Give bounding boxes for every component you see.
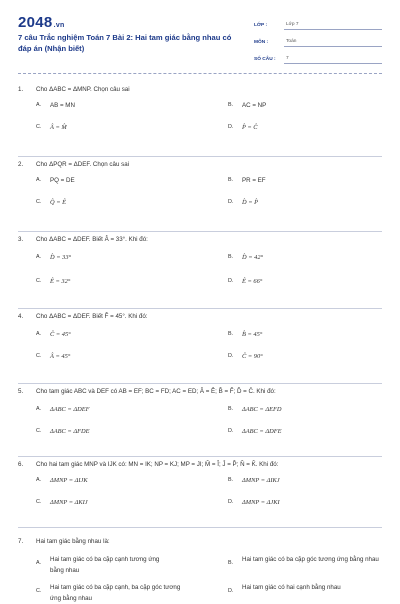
answer-option[interactable] bbox=[36, 582, 208, 604]
header-divider bbox=[18, 73, 382, 74]
option-letter: C. bbox=[36, 588, 42, 594]
answer-options bbox=[18, 554, 382, 604]
info-value: 7 bbox=[284, 56, 382, 64]
worksheet-header bbox=[0, 0, 400, 68]
option-text: P̂ = Ĉ bbox=[242, 123, 258, 131]
option-text: D̂ = P̂ bbox=[242, 198, 259, 206]
info-row-class bbox=[254, 16, 382, 30]
question-header bbox=[18, 309, 382, 323]
answer-option[interactable] bbox=[36, 274, 208, 288]
option-text: ΔMNP = ΔIJK bbox=[50, 476, 88, 484]
answer-options bbox=[18, 327, 382, 363]
answer-options bbox=[18, 98, 382, 134]
question-header bbox=[18, 384, 382, 398]
answer-option[interactable] bbox=[36, 424, 208, 438]
question-header bbox=[18, 457, 382, 471]
answer-options bbox=[18, 173, 382, 209]
option-letter: A. bbox=[36, 406, 42, 412]
question-number: 3. bbox=[18, 235, 24, 243]
answer-option[interactable] bbox=[36, 495, 208, 509]
answer-option[interactable] bbox=[228, 582, 400, 604]
answer-option[interactable] bbox=[36, 349, 208, 363]
answer-option[interactable] bbox=[228, 424, 400, 438]
answer-option[interactable] bbox=[228, 120, 400, 134]
answer-option[interactable] bbox=[36, 250, 208, 264]
option-text: ΔABC = ΔDEF bbox=[50, 405, 90, 413]
question-header bbox=[18, 534, 382, 548]
option-letter: A. bbox=[36, 331, 42, 337]
option-text: AB = MN bbox=[50, 101, 75, 109]
info-row-subject bbox=[254, 33, 382, 47]
worksheet-title: 7 câu Trắc nghiệm Toán 7 Bài 2: Hai tam giác bằng nhau có đáp án (Nhận biết) bbox=[18, 33, 232, 53]
answer-option[interactable] bbox=[228, 250, 400, 264]
option-text: Hai tam giác có ba cặp cạnh, ba cặp góc tương ứng bằng nhau bbox=[50, 584, 181, 602]
option-letter: C. bbox=[36, 199, 42, 205]
option-letter: C. bbox=[36, 353, 42, 359]
option-text: PQ = DE bbox=[50, 176, 75, 184]
option-letter: B. bbox=[228, 177, 234, 183]
option-letter: D. bbox=[228, 278, 234, 284]
answer-option[interactable] bbox=[228, 473, 400, 487]
question-number: 6. bbox=[18, 460, 24, 468]
option-text: Ê = 32° bbox=[50, 277, 71, 285]
answer-options bbox=[18, 402, 382, 438]
option-letter: C. bbox=[36, 499, 42, 505]
option-letter: B. bbox=[228, 406, 234, 412]
question-number: 1. bbox=[18, 85, 24, 93]
logo-text: 2048 bbox=[18, 14, 53, 31]
option-letter: C. bbox=[36, 124, 42, 130]
answer-options bbox=[18, 473, 382, 509]
question-item bbox=[18, 457, 382, 528]
question-number: 4. bbox=[18, 312, 24, 320]
info-row-count bbox=[254, 50, 382, 64]
question-item bbox=[18, 384, 382, 457]
answer-option[interactable] bbox=[228, 349, 400, 363]
question-number: 5. bbox=[18, 387, 24, 395]
option-letter: C. bbox=[36, 278, 42, 284]
option-letter: D. bbox=[228, 428, 234, 434]
option-text: D̂ = 42° bbox=[242, 253, 264, 261]
option-letter: A. bbox=[36, 177, 42, 183]
question-item bbox=[18, 232, 382, 309]
option-letter: B. bbox=[228, 254, 234, 260]
option-text: ΔABC = ΔFDE bbox=[50, 427, 90, 435]
option-text: Â = 45° bbox=[50, 352, 71, 360]
option-text: PR = EF bbox=[242, 176, 266, 184]
answer-option[interactable] bbox=[228, 327, 400, 341]
question-item bbox=[18, 80, 382, 157]
answer-option[interactable] bbox=[228, 554, 400, 576]
info-value: Lớp 7 bbox=[284, 22, 382, 30]
question-text: Cho ΔABC = ΔMNP. Chọn câu sai bbox=[36, 85, 130, 93]
answer-option[interactable] bbox=[228, 274, 400, 288]
option-letter: D. bbox=[228, 124, 234, 130]
option-letter: A. bbox=[36, 102, 42, 108]
answer-options bbox=[18, 250, 382, 288]
option-text: Â = M̂ bbox=[50, 123, 67, 131]
answer-option[interactable] bbox=[36, 120, 208, 134]
option-text: Ê = 66° bbox=[242, 277, 263, 285]
info-label: SỐ CÂU : bbox=[254, 57, 276, 62]
option-letter: B. bbox=[228, 477, 234, 483]
option-letter: D. bbox=[228, 199, 234, 205]
question-number: 7. bbox=[18, 537, 24, 545]
worksheet-info bbox=[254, 16, 382, 67]
question-text: Hai tam giác bằng nhau là: bbox=[36, 537, 110, 545]
option-letter: B. bbox=[228, 331, 234, 337]
option-text: Q̂ = Ê bbox=[50, 198, 67, 206]
question-item bbox=[18, 157, 382, 232]
question-number: 2. bbox=[18, 160, 24, 168]
option-text: D̂ = 33° bbox=[50, 253, 72, 261]
option-text: Hai tam giác có ba cặp góc tương ứng bằng nhau bbox=[242, 556, 379, 563]
question-item bbox=[18, 309, 382, 384]
option-text: Hai tam giác có ba cặp cạnh tương ứng bằng nhau bbox=[50, 556, 160, 574]
option-text: B̂ = 45° bbox=[242, 330, 263, 338]
answer-option[interactable] bbox=[36, 173, 208, 187]
question-text: Cho tam giác ABC và DEF có AB = EF; BC = FD; AC = ED; Â = Ê; B̂ = F̂; D̂ = Ĉ. Khi đó: bbox=[36, 387, 276, 395]
info-label: LỚP : bbox=[254, 23, 268, 28]
answer-option[interactable] bbox=[36, 195, 208, 209]
info-label: MÔN : bbox=[254, 40, 269, 45]
answer-option[interactable] bbox=[228, 195, 400, 209]
option-letter: D. bbox=[228, 588, 234, 594]
option-text: ΔMNP = ΔKIJ bbox=[50, 498, 88, 506]
option-letter: D. bbox=[228, 499, 234, 505]
answer-option[interactable] bbox=[228, 173, 400, 187]
option-letter: A. bbox=[36, 560, 42, 566]
option-text: ΔMNP = ΔJKI bbox=[242, 498, 280, 506]
question-text: Cho ΔPQR = ΔDEF. Chọn câu sai bbox=[36, 160, 130, 168]
option-letter: D. bbox=[228, 353, 234, 359]
option-letter: A. bbox=[36, 254, 42, 260]
question-item bbox=[18, 528, 382, 604]
question-text: Cho ΔABC = ΔDEF. Biết Â = 33°. Khi đó: bbox=[36, 235, 148, 243]
option-text: Hai tam giác có hai cạnh bằng nhau bbox=[242, 584, 341, 591]
option-text: Ĉ = 90° bbox=[242, 352, 263, 360]
question-text: Cho hai tam giác MNP và IJK có: MN = IK; NP = KJ; MP = JI; M̂ = Î; Ĵ = P̂; N̂ = K̂. Khi đó: bbox=[36, 460, 279, 468]
answer-option[interactable] bbox=[228, 98, 400, 112]
question-text: Cho ΔABC = ΔDEF. Biết F̂ = 45°. Khi đó: bbox=[36, 312, 148, 320]
option-letter: A. bbox=[36, 477, 42, 483]
option-text: ΔMNP = ΔIKJ bbox=[242, 476, 280, 484]
answer-option[interactable] bbox=[36, 473, 208, 487]
option-text: AC = NP bbox=[242, 101, 267, 109]
answer-option[interactable] bbox=[36, 98, 208, 112]
question-header bbox=[18, 157, 382, 171]
question-list bbox=[18, 80, 382, 604]
site-logo[interactable] bbox=[18, 14, 65, 31]
option-text: ΔABC = ΔDFE bbox=[242, 427, 282, 435]
logo-suffix: .vn bbox=[53, 22, 65, 29]
info-value: Toán bbox=[284, 39, 382, 47]
question-header bbox=[18, 232, 382, 246]
answer-option[interactable] bbox=[228, 495, 400, 509]
answer-option[interactable] bbox=[36, 402, 208, 416]
answer-option[interactable] bbox=[228, 402, 400, 416]
question-header bbox=[18, 82, 382, 96]
option-letter: C. bbox=[36, 428, 42, 434]
option-text: ΔABC = ΔEFD bbox=[242, 405, 282, 413]
answer-option[interactable] bbox=[36, 554, 208, 576]
answer-option[interactable] bbox=[36, 327, 208, 341]
option-text: Ĉ = 45° bbox=[50, 330, 71, 338]
option-letter: B. bbox=[228, 102, 234, 108]
option-letter: B. bbox=[228, 560, 234, 566]
